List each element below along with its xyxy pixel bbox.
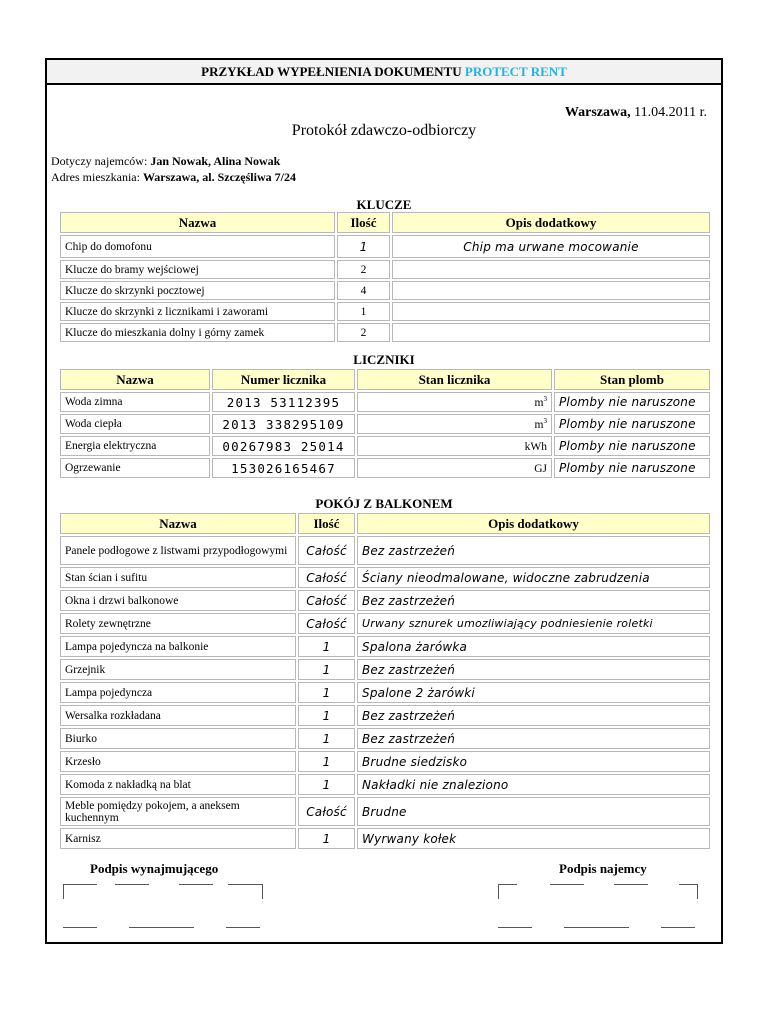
item-desc: Bez zastrzeżeń bbox=[357, 659, 710, 680]
item-desc: Bez zastrzeżeń bbox=[357, 590, 710, 611]
table-row bbox=[60, 281, 710, 300]
meter-name: Woda zimna bbox=[60, 392, 210, 412]
meter-name: Energia elektryczna bbox=[60, 436, 210, 456]
col-header: Nazwa bbox=[60, 513, 296, 534]
meter-reading bbox=[357, 458, 552, 478]
table-row bbox=[60, 567, 710, 588]
col-header: Ilość bbox=[337, 212, 390, 233]
table-row bbox=[60, 636, 710, 657]
item-name: Chip do domofonu bbox=[60, 235, 335, 258]
item-desc: Urwany sznurek umozliwiający podniesienie roletki bbox=[357, 613, 710, 634]
table-row bbox=[60, 797, 710, 826]
keys-table bbox=[58, 210, 712, 344]
table-row bbox=[60, 458, 710, 478]
item-desc bbox=[392, 323, 710, 342]
item-qty: 1 bbox=[337, 302, 390, 321]
keys-section-title: KLUCZE bbox=[356, 197, 412, 212]
item-desc: Bez zastrzeżeń bbox=[357, 728, 710, 749]
meter-number: 00267983 25014 bbox=[212, 436, 355, 456]
date-value: 11.04.2011 r. bbox=[634, 105, 707, 120]
tenant-signature-box[interactable] bbox=[498, 884, 698, 929]
item-desc: Ściany nieodmalowane, widoczne zabrudzenia bbox=[357, 567, 710, 588]
item-name: Rolety zewnętrzne bbox=[60, 613, 296, 634]
table-row bbox=[60, 682, 710, 703]
table-row bbox=[60, 436, 710, 456]
item-name: Stan ścian i sufitu bbox=[60, 567, 296, 588]
meter-seal: Plomby nie naruszone bbox=[554, 436, 710, 456]
meter-number: 153026165467 bbox=[212, 458, 355, 478]
item-qty: 1 bbox=[298, 774, 355, 795]
meter-number: 2013 53112395 bbox=[212, 392, 355, 412]
page-title: Protokół zdawczo-odbiorczy bbox=[291, 122, 477, 139]
meters-table bbox=[58, 367, 712, 480]
meter-seal: Plomby nie naruszone bbox=[554, 458, 710, 478]
meter-name: Ogrzewanie bbox=[60, 458, 210, 478]
meter-unit: GJ bbox=[534, 462, 547, 475]
table-row bbox=[60, 235, 710, 258]
item-qty: Całość bbox=[298, 590, 355, 611]
item-qty: 1 bbox=[298, 705, 355, 726]
meter-seal: Plomby nie naruszone bbox=[554, 414, 710, 434]
item-qty: Całość bbox=[298, 536, 355, 565]
address-label: Adres mieszkania: bbox=[51, 170, 140, 184]
meter-unit: m bbox=[534, 418, 544, 431]
meter-reading bbox=[357, 392, 552, 412]
table-row bbox=[60, 774, 710, 795]
tenants-label: Dotyczy najemców: bbox=[51, 154, 148, 168]
item-name: Komoda z nakładką na blat bbox=[60, 774, 296, 795]
table-row bbox=[60, 260, 710, 279]
meter-reading bbox=[357, 414, 552, 434]
item-desc: Bez zastrzeżeń bbox=[357, 536, 710, 565]
item-desc bbox=[392, 260, 710, 279]
table-row bbox=[60, 705, 710, 726]
item-qty: 4 bbox=[337, 281, 390, 300]
col-header: Stan licznika bbox=[357, 369, 552, 390]
item-name: Biurko bbox=[60, 728, 296, 749]
item-desc: Brudne siedzisko bbox=[357, 751, 710, 772]
item-name: Panele podłogowe z listwami przypodłogowymi bbox=[60, 536, 296, 565]
item-desc: Nakładki nie znaleziono bbox=[357, 774, 710, 795]
col-header: Opis dodatkowy bbox=[357, 513, 710, 534]
item-qty: 2 bbox=[337, 323, 390, 342]
landlord-signature-label: Podpis wynajmującego bbox=[90, 861, 219, 876]
meter-number: 2013 338295109 bbox=[212, 414, 355, 434]
item-name: Klucze do mieszkania dolny i górny zamek bbox=[60, 323, 335, 342]
item-qty: Całość bbox=[298, 797, 355, 826]
col-header: Ilość bbox=[298, 513, 355, 534]
table-row bbox=[60, 392, 710, 412]
col-header: Numer licznika bbox=[212, 369, 355, 390]
item-name: Lampa pojedyncza na balkonie bbox=[60, 636, 296, 657]
item-qty: 1 bbox=[298, 659, 355, 680]
room-header-row bbox=[60, 513, 710, 534]
item-desc: Wyrwany kołek bbox=[357, 828, 710, 849]
meter-unit: m bbox=[534, 396, 544, 409]
meter-unit-exponent: 3 bbox=[543, 395, 547, 404]
table-row bbox=[60, 414, 710, 434]
item-desc: Spalona żarówka bbox=[357, 636, 710, 657]
document-frame bbox=[45, 58, 723, 944]
brand-name: PROTECT RENT bbox=[464, 64, 567, 79]
table-row bbox=[60, 536, 710, 565]
item-qty: 1 bbox=[337, 235, 390, 258]
item-qty: 2 bbox=[337, 260, 390, 279]
item-name: Klucze do bramy wejściowej bbox=[60, 260, 335, 279]
keys-header-row bbox=[60, 212, 710, 233]
meters-section-title: LICZNIKI bbox=[353, 352, 415, 367]
col-header: Nazwa bbox=[60, 369, 210, 390]
table-row bbox=[60, 323, 710, 342]
table-row bbox=[60, 590, 710, 611]
item-desc bbox=[392, 302, 710, 321]
tenants-value: Jan Nowak, Alina Nowak bbox=[150, 154, 281, 168]
meters-header-row bbox=[60, 369, 710, 390]
item-name: Lampa pojedyncza bbox=[60, 682, 296, 703]
col-header: Stan plomb bbox=[554, 369, 710, 390]
meter-unit-exponent: 3 bbox=[543, 417, 547, 426]
item-name: Klucze do skrzynki pocztowej bbox=[60, 281, 335, 300]
example-banner bbox=[47, 60, 721, 85]
item-qty: Całość bbox=[298, 613, 355, 634]
item-qty: 1 bbox=[298, 828, 355, 849]
item-name: Wersalka rozkładana bbox=[60, 705, 296, 726]
item-qty: Całość bbox=[298, 567, 355, 588]
meter-reading bbox=[357, 436, 552, 456]
address-line bbox=[51, 170, 296, 185]
document-date bbox=[565, 105, 707, 121]
item-desc: Brudne bbox=[357, 797, 710, 826]
item-desc: Spalone 2 żarówki bbox=[357, 682, 710, 703]
table-row bbox=[60, 828, 710, 849]
landlord-signature-box[interactable] bbox=[63, 884, 263, 929]
tenant-signature-label: Podpis najemcy bbox=[559, 861, 647, 876]
banner-text: PRZYKŁAD WYPEŁNIENIA DOKUMENTU bbox=[201, 64, 462, 79]
table-row bbox=[60, 728, 710, 749]
item-qty: 1 bbox=[298, 728, 355, 749]
meter-unit: kWh bbox=[524, 440, 547, 453]
col-header: Nazwa bbox=[60, 212, 335, 233]
room-section-title: POKÓJ Z BALKONEM bbox=[315, 496, 453, 511]
meter-name: Woda ciepła bbox=[60, 414, 210, 434]
item-qty: 1 bbox=[298, 682, 355, 703]
item-qty: 1 bbox=[298, 636, 355, 657]
item-name: Klucze do skrzynki z licznikami i zaworami bbox=[60, 302, 335, 321]
table-row bbox=[60, 613, 710, 634]
table-row bbox=[60, 659, 710, 680]
item-name: Karnisz bbox=[60, 828, 296, 849]
item-name: Meble pomiędzy pokojem, a aneksem kuchennym bbox=[60, 797, 296, 826]
item-desc: Bez zastrzeżeń bbox=[357, 705, 710, 726]
city: Warszawa, bbox=[564, 105, 631, 120]
item-name: Okna i drzwi balkonowe bbox=[60, 590, 296, 611]
item-desc: Chip ma urwane mocowanie bbox=[392, 235, 710, 258]
room-table bbox=[58, 511, 712, 851]
address-value: Warszawa, al. Szczęśliwa 7/24 bbox=[142, 170, 296, 184]
col-header: Opis dodatkowy bbox=[392, 212, 710, 233]
item-name: Krzesło bbox=[60, 751, 296, 772]
table-row bbox=[60, 751, 710, 772]
item-qty: 1 bbox=[298, 751, 355, 772]
item-desc bbox=[392, 281, 710, 300]
table-row bbox=[60, 302, 710, 321]
meter-seal: Plomby nie naruszone bbox=[554, 392, 710, 412]
tenants-line bbox=[51, 154, 280, 169]
item-name: Grzejnik bbox=[60, 659, 296, 680]
